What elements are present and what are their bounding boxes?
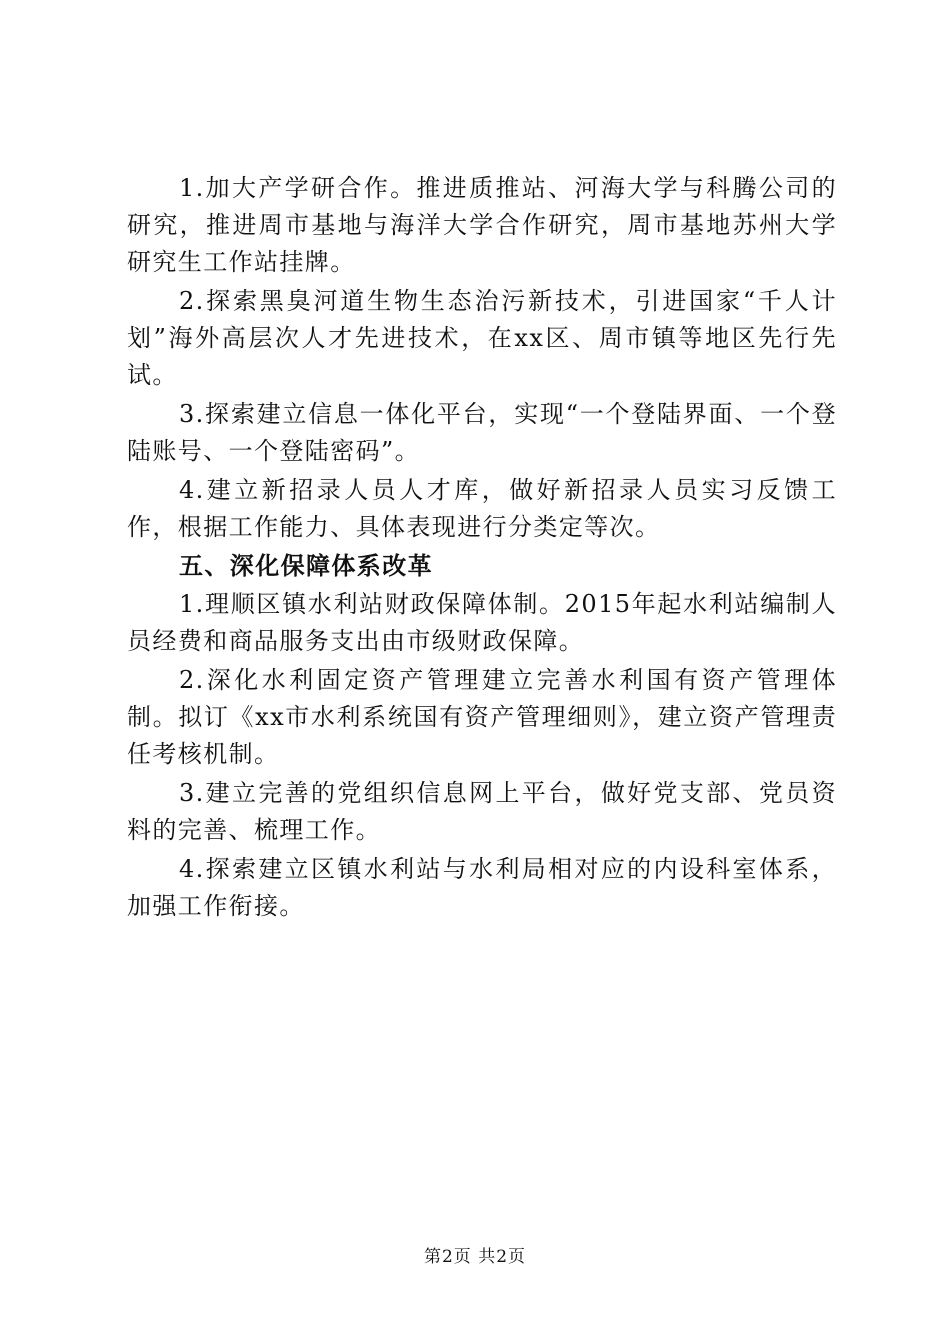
- document-body: [127, 170, 837, 927]
- section-heading: 五、深化保障体系改革: [179, 552, 433, 580]
- paragraph-item-4: 4.探索建立区镇水利站与水利局相对应的内设科室体系，加强工作衔接。: [127, 855, 837, 920]
- paragraph-item-1: 1.加大产学研合作。推进质推站、河海大学与科腾公司的研究，推进周市基地与海洋大学合作研究，周市基地苏州大学研究生工作站挂牌。: [127, 174, 837, 276]
- paragraph-item-4: 4.建立新招录人员人才库，做好新招录人员实习反馈工作，根据工作能力、具体表现进行分类定等次。: [127, 476, 837, 541]
- paragraph-item-2: 2.深化水利固定资产管理建立完善水利国有资产管理体制。拟订《xx市水利系统国有资产管理细则》，建立资产管理责任考核机制。: [127, 666, 837, 768]
- paragraph-item-3: 3.探索建立信息一体化平台，实现“一个登陆界面、一个登陆账号、一个登陆密码”。: [127, 400, 837, 465]
- page-footer: 第2页 共2页: [423, 1247, 527, 1267]
- paragraph-item-2: 2.探索黑臭河道生物生态治污新技术，引进国家“千人计划”海外高层次人才先进技术，在xx区、周市镇等地区先行先试。: [127, 287, 837, 389]
- paragraph-item-3: 3.建立完善的党组织信息网上平台，做好党支部、党员资料的完善、梳理工作。: [127, 779, 837, 844]
- paragraph-item-1: 1.理顺区镇水利站财政保障体制。2015年起水利站编制人员经费和商品服务支出由市级财政保障。: [127, 590, 837, 655]
